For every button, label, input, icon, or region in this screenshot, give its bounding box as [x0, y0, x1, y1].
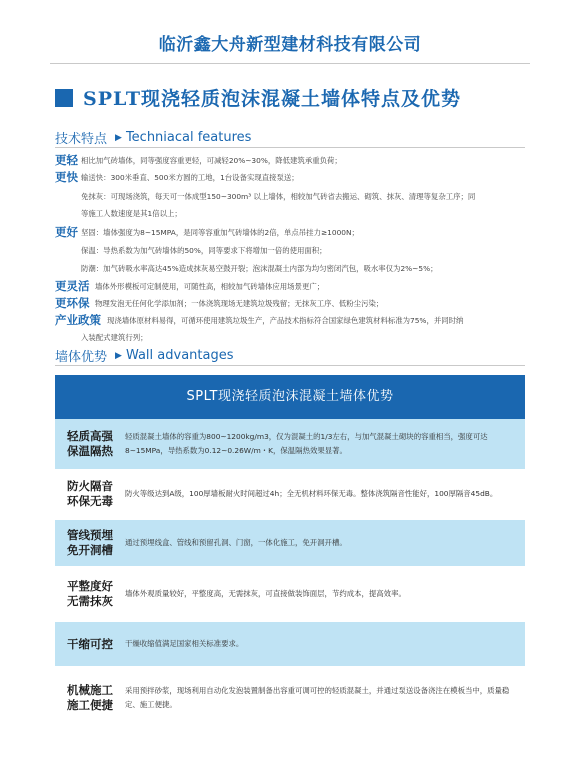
features-list	[55, 153, 525, 347]
features-heading-en: Techniacal features	[125, 130, 252, 145]
feature-text: 等施工人数速度是其1倍以上；	[81, 209, 182, 218]
triangle-right-icon: ▶	[115, 350, 122, 361]
advantage-label-line2: 保温隔热	[67, 444, 113, 458]
feature-text: 现浇墙体原材料易得，可循环使用建筑垃圾生产，产品技术指标符合国家绿色建筑材料标准为75%，并同时纳	[107, 316, 464, 325]
features-heading-cn: 技术特点	[55, 132, 108, 147]
advantages-section-heading	[55, 346, 234, 365]
advantage-description: 干燥收缩值满足国家相关标准要求。	[125, 639, 244, 648]
advantage-label-line1: 管线预埋	[67, 528, 113, 542]
features-divider	[55, 147, 525, 148]
feature-row	[55, 225, 525, 240]
advantage-label-line2: 无需抹灰	[67, 594, 113, 608]
table-row	[55, 622, 525, 666]
feature-text: 坚固：墙体强度为8~15MPA，是同等容重加气砖墙体的2倍，单点吊挂力≥1000N；	[81, 228, 359, 237]
feature-text: 物理发泡无任何化学添加剂；一体浇筑现场无建筑垃圾残留；无抹灰工序、低粉尘污染；	[95, 299, 384, 308]
advantage-description: 通过预埋线盒、管线和预留孔洞、门窗，一体化施工，免开洞开槽。	[125, 538, 347, 547]
features-section-heading	[55, 128, 251, 147]
feature-text: 保温：导热系数为加气砖墙体的50%，同等要求下将增加一倍的使用面积；	[81, 246, 327, 255]
advantage-label	[55, 637, 125, 652]
advantages-heading-en: Wall advantages	[125, 348, 234, 363]
advantage-label-line1: 轻质高强	[67, 429, 113, 443]
table-row	[55, 675, 525, 721]
feature-text: 相比加气砖墙体，同等强度容重更轻，可减轻20%~30%，降低建筑承重负荷；	[81, 156, 342, 165]
advantage-label-line2: 施工便捷	[67, 698, 113, 712]
advantage-description: 采用预拌砂浆，现场利用自动化发泡装置制备出容重可调可控的轻质混凝土，并通过泵送设备浇注在模板当中，质量稳定、施工便捷。	[125, 686, 510, 709]
advantage-description: 墙体外观质量较好，平整度高，无需抹灰，可直接做装饰面层，节约成本，提高效率。	[125, 589, 406, 598]
header-divider	[50, 63, 530, 64]
feature-row	[55, 279, 525, 294]
advantage-label-line1: 防火隔音	[67, 479, 113, 493]
table-row	[55, 474, 525, 514]
feature-text: 入装配式建筑行列；	[81, 333, 148, 342]
main-title-row	[55, 84, 461, 111]
advantage-description: 轻质混凝土墙体的容重为800~1200kg/m3，仅为混凝土的1/3左右，与加气混凝土砌块的容重相当，强度可达8~15MPa，导热系数为0.12~0.26W/m・K，保温隔热效果显著。	[125, 432, 488, 455]
advantages-table-title: SPLT现浇轻质泡沫混凝土墙体优势	[55, 375, 525, 419]
advantages-divider	[55, 365, 525, 366]
feature-text: 免抹灰：可现场浇筑，每天可一体成型150~300m³ 以上墙体，相较加气砖省去搬运、砌筑、抹灰、清理等复杂工序；同	[81, 192, 476, 201]
advantage-label-line1: 机械施工	[67, 683, 113, 697]
feature-row	[55, 296, 525, 311]
feature-label: 更灵活	[55, 279, 90, 293]
table-row	[55, 419, 525, 469]
advantage-label-line1: 平整度好	[67, 579, 113, 593]
triangle-right-icon: ▶	[115, 132, 122, 143]
advantage-label-line2: 环保无毒	[67, 494, 113, 508]
feature-row	[55, 153, 525, 168]
feature-label: 更快	[55, 170, 78, 184]
advantage-label-line2: 免开洞槽	[67, 543, 113, 557]
table-row	[55, 520, 525, 566]
table-row	[55, 573, 525, 615]
advantage-description: 防火等级达到A级，100厚墙板耐火时间超过4h；全无机材料环保无毒。整体浇筑隔音性能好，100厚隔音45dB。	[125, 489, 498, 498]
feature-label: 产业政策	[55, 313, 101, 327]
feature-label: 更好	[55, 225, 78, 239]
feature-row	[55, 313, 525, 328]
feature-row	[55, 261, 525, 276]
feature-label: 更环保	[55, 296, 90, 310]
feature-text: 墙体外形模板可定制使用，可随性高，相较加气砖墙体应用场景更广；	[95, 282, 325, 291]
main-title: SPLT现浇轻质泡沫混凝土墙体特点及优势	[83, 88, 461, 110]
company-name: 临沂鑫大舟新型建材科技有限公司	[158, 35, 422, 55]
advantage-label	[55, 683, 125, 713]
advantages-heading-cn: 墙体优势	[55, 350, 108, 365]
advantage-label-line1: 干缩可控	[67, 636, 113, 651]
advantage-label	[55, 479, 125, 509]
advantage-label	[55, 528, 125, 558]
title-square-icon	[55, 89, 73, 107]
feature-label: 更轻	[55, 153, 78, 167]
feature-row	[55, 330, 525, 345]
advantage-label	[55, 429, 125, 459]
advantage-label	[55, 579, 125, 609]
feature-text: 输送快：300米垂直、500米方圆的工地，1台设备实现直接泵送；	[81, 173, 299, 182]
feature-row	[55, 243, 525, 258]
advantages-table	[55, 419, 525, 759]
feature-text: 防潮：加气砖吸水率高达45%造成抹灰易空鼓开裂；泡沫混凝土内部为均匀密闭汽包，吸水率仅为2%~5%；	[81, 264, 438, 273]
feature-row	[55, 189, 525, 204]
feature-row	[55, 170, 525, 185]
feature-row	[55, 206, 525, 221]
